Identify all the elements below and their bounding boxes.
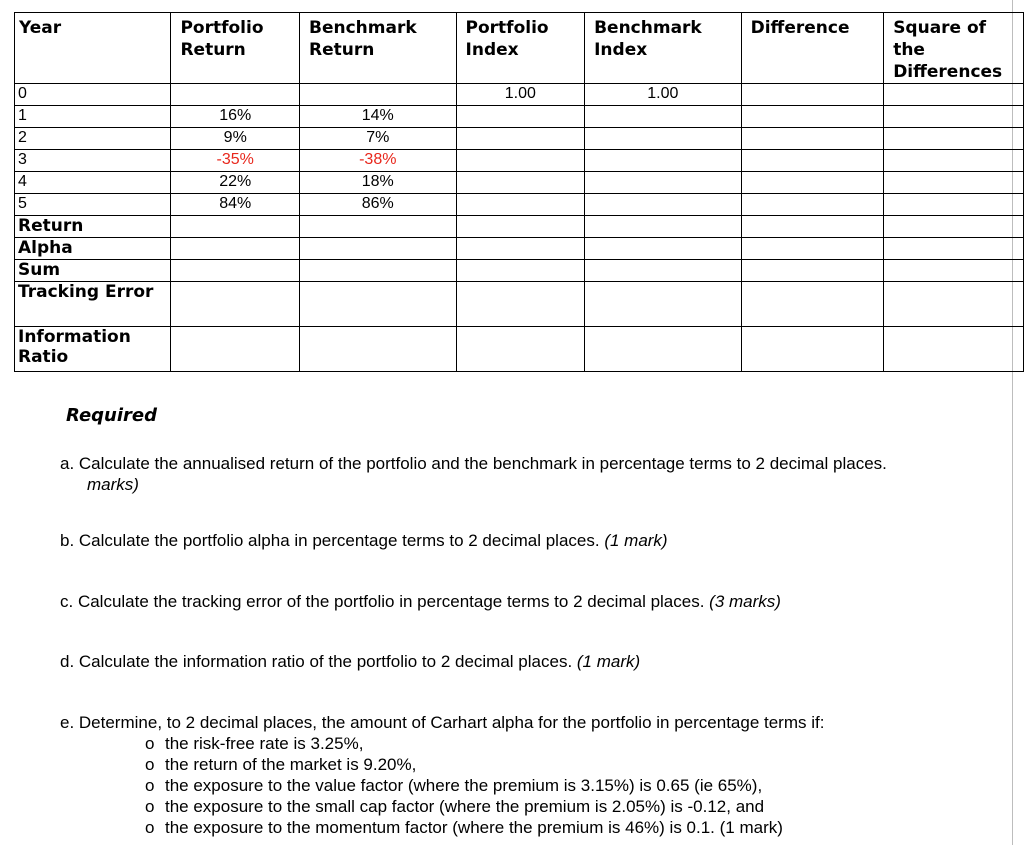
header-row [15, 13, 1024, 84]
table-cell [171, 282, 300, 327]
question-e-conditions [145, 733, 783, 838]
condition-text: the exposure to the momentum factor (where the premium is 46%) is 0.1. [165, 818, 720, 837]
table-cell [884, 282, 1024, 327]
question-a-text: a. Calculate the annualised return of the portfolio and the benchmark in percentage terms to 2 decimal places. [60, 454, 887, 473]
table-cell [585, 282, 742, 327]
table-cell [585, 238, 742, 260]
table-row [15, 172, 1024, 194]
table-cell [585, 106, 742, 128]
list-item [145, 733, 783, 754]
header-year: Year [15, 13, 171, 84]
header-benchmark-return: Benchmark Return [300, 13, 457, 84]
table-cell [456, 238, 585, 260]
table-cell [585, 194, 742, 216]
table-cell [741, 84, 884, 106]
summary-row-information-ratio [15, 327, 1024, 372]
table-cell [456, 128, 585, 150]
question-b-text: b. Calculate the portfolio alpha in percentage terms to 2 decimal places. [60, 531, 605, 550]
table-cell [456, 172, 585, 194]
table-cell [171, 216, 300, 238]
table-cell [585, 260, 742, 282]
question-e-text: e. Determine, to 2 decimal places, the amount of Carhart alpha for the portfolio in percentage terms if: [60, 713, 825, 732]
sum-label: Sum [15, 260, 171, 282]
table-cell [741, 260, 884, 282]
benchmark-return-cell: 14% [300, 106, 457, 128]
table-cell [884, 84, 1024, 106]
portfolio-return-cell: 84% [171, 194, 300, 216]
table-cell [171, 327, 300, 372]
table-row [15, 128, 1024, 150]
question-b [60, 530, 668, 551]
table-row [15, 84, 1024, 106]
table-cell [741, 216, 884, 238]
header-square-differences: Square of the Differences [884, 13, 1024, 84]
question-d-marks: (1 mark) [576, 652, 641, 671]
alpha-label: Alpha [15, 238, 171, 260]
question-a-marks-line [87, 474, 139, 495]
table-cell [300, 282, 457, 327]
table-cell [456, 327, 585, 372]
table-cell [741, 327, 884, 372]
condition-text: the exposure to the value factor (where the premium is 3.15%) is 0.65 (ie 65%), [165, 776, 763, 795]
question-b-marks: (1 mark) [604, 531, 668, 550]
benchmark-return-cell: 7% [300, 128, 457, 150]
portfolio-index-cell: 1.00 [456, 84, 585, 106]
question-a-marks: marks) [87, 475, 139, 494]
table-cell [456, 282, 585, 327]
condition-text: the exposure to the small cap factor (where the premium is 2.05%) is -0.12, and [165, 797, 765, 816]
return-label: Return [15, 216, 171, 238]
portfolio-return-cell: 22% [171, 172, 300, 194]
header-portfolio-return: Portfolio Return [171, 13, 300, 84]
table-cell [171, 238, 300, 260]
year-cell: 0 [15, 84, 171, 106]
question-d-text: d. Calculate the information ratio of the portfolio to 2 decimal places. [60, 652, 577, 671]
table-cell [585, 128, 742, 150]
table-cell [456, 106, 585, 128]
question-e [60, 712, 824, 733]
table-cell [884, 150, 1024, 172]
table-cell [884, 260, 1024, 282]
header-difference: Difference [741, 13, 884, 84]
header-benchmark-index: Benchmark Index [585, 13, 742, 84]
required-heading: Required [66, 405, 158, 426]
table-cell [741, 172, 884, 194]
table-cell [884, 327, 1024, 372]
table-row [15, 150, 1024, 172]
year-cell: 1 [15, 106, 171, 128]
table-cell [884, 106, 1024, 128]
table-cell [456, 194, 585, 216]
summary-row-sum [15, 260, 1024, 282]
summary-row-alpha [15, 238, 1024, 260]
information-ratio-label: Information Ratio [15, 327, 171, 372]
header-portfolio-index: Portfolio Index [456, 13, 585, 84]
question-c-marks: (3 marks) [709, 592, 781, 611]
table-cell [300, 238, 457, 260]
table-cell [300, 327, 457, 372]
table-cell [585, 172, 742, 194]
table-cell [741, 282, 884, 327]
year-cell: 3 [15, 150, 171, 172]
question-c [60, 591, 781, 612]
table-cell [171, 260, 300, 282]
table-cell [456, 260, 585, 282]
list-item [145, 775, 783, 796]
table-cell [585, 150, 742, 172]
summary-row-return [15, 216, 1024, 238]
question-e-marks: (1 mark) [719, 818, 783, 837]
table-row [15, 106, 1024, 128]
table-cell [456, 150, 585, 172]
list-item [145, 754, 783, 775]
table-cell [884, 216, 1024, 238]
tracking-error-label: Tracking Error [15, 282, 171, 327]
condition-text: the risk-free rate is 3.25%, [165, 734, 364, 753]
question-c-text: c. Calculate the tracking error of the portfolio in percentage terms to 2 decimal places. [60, 592, 710, 611]
benchmark-return-cell: 18% [300, 172, 457, 194]
table-cell [741, 128, 884, 150]
portfolio-return-cell: 16% [171, 106, 300, 128]
table-cell [585, 327, 742, 372]
table-cell [300, 84, 457, 106]
benchmark-return-cell: 86% [300, 194, 457, 216]
table-cell [300, 216, 457, 238]
table-cell [585, 216, 742, 238]
table-cell [741, 150, 884, 172]
condition-text: the return of the market is 9.20%, [165, 755, 417, 774]
table-cell [456, 216, 585, 238]
question-a [60, 453, 887, 474]
year-cell: 2 [15, 128, 171, 150]
table-cell [741, 194, 884, 216]
question-d [60, 651, 640, 672]
portfolio-return-cell: -35% [171, 150, 300, 172]
table-cell [300, 260, 457, 282]
table-cell [741, 106, 884, 128]
year-cell: 4 [15, 172, 171, 194]
table-cell [171, 84, 300, 106]
table-cell [884, 238, 1024, 260]
benchmark-return-cell: -38% [300, 150, 457, 172]
list-item [145, 796, 783, 817]
list-item [145, 817, 783, 838]
table-row [15, 194, 1024, 216]
returns-table [14, 12, 1024, 372]
table-cell [884, 194, 1024, 216]
table-cell [884, 128, 1024, 150]
year-cell: 5 [15, 194, 171, 216]
portfolio-return-cell: 9% [171, 128, 300, 150]
benchmark-index-cell: 1.00 [585, 84, 742, 106]
summary-row-tracking-error [15, 282, 1024, 327]
table-cell [884, 172, 1024, 194]
table-cell [741, 238, 884, 260]
